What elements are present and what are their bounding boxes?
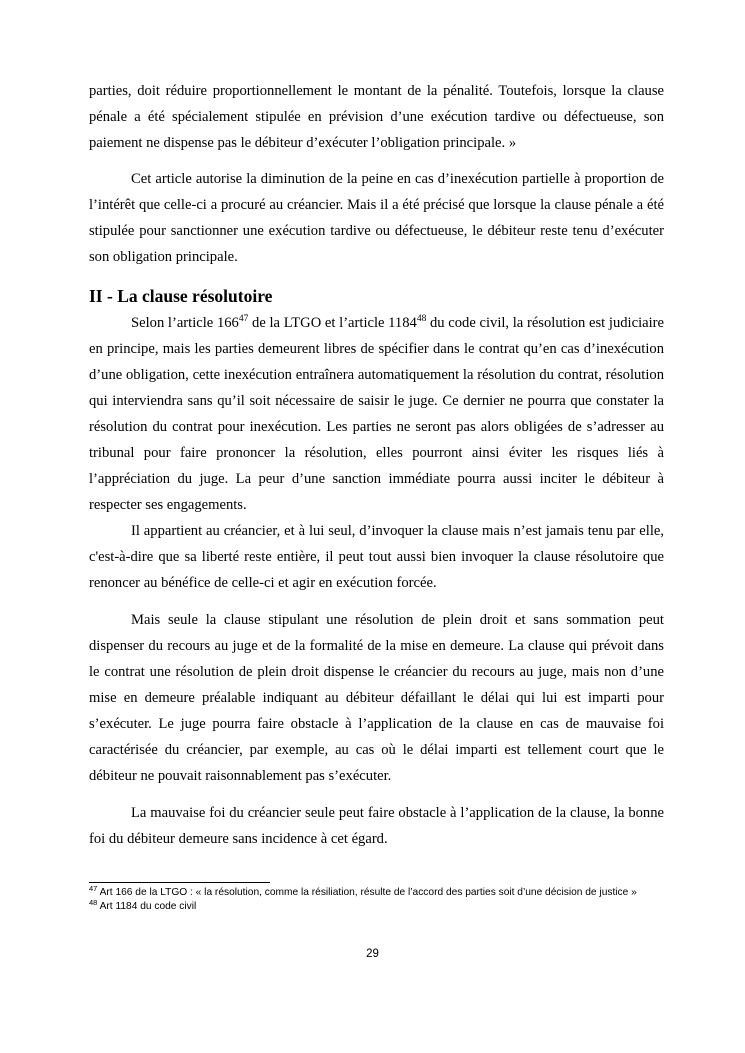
section-heading: II - La clause résolutoire	[89, 286, 273, 306]
paragraph-plein-droit: Mais seule la clause stipulant une résolution de plein droit et sans sommation peut dispenser du recours au juge et de la formalité de la mise en demeure. La clause qui prévoit dans le contrat une résolution de plein droit dispense le créancier du recours au juge, mais non d’une mise en demeure préalable indiquant au débiteur défaillant le délai qui lui est imparti pour s’exécuter. Le juge pourra faire obstacle à l’application de la clause en cas de mauvaise foi caractérisée du créancier, par exemple, au cas où le délai imparti est tellement court que le débiteur ne pouvait raisonnablement pas s’exécuter.	[89, 612, 664, 784]
page-body	[89, 78, 664, 852]
footnotes	[89, 882, 664, 914]
paragraph-text-segment: Selon l’article 166	[131, 315, 239, 331]
paragraph-resolution-principle	[89, 310, 664, 518]
footnote-number: 48	[89, 898, 98, 907]
footnote-separator	[89, 882, 270, 883]
paragraph-article-commentary: Cet article autorise la diminution de la peine en cas d’inexécution partielle à proportion de l’intérêt que celle-ci a procuré au créancier. Mais il a été précisé que lorsque la clause pénale a été stipulée pour sanctionner une exécution tardive ou défectueuse, le débiteur reste tenu d’exécuter son obligation principale.	[89, 171, 664, 265]
paragraph-text-segment: du code civil, la résolution est judiciaire en principe, mais les parties demeurent libres de spécifier dans le contrat qu’en cas d’inexécution d’une obligation, cette inexécution entraînera automatiquement la résolution du contrat, résolution qui interviendra sans qu’il soit nécessaire de saisir le juge. Ce dernier ne pourra que constater la résolution du contrat pour inexécution. Les parties ne seront pas alors obligées de s’adresser au tribunal pour faire prononcer la résolution, elles pourront ainsi éviter les risques liés à l’appréciation du juge. La peur d’une sanction immédiate pourra aussi inciter le débiteur à respecter ses engagements.	[89, 315, 664, 513]
paragraph-text-segment: de la LTGO et l’article 1184	[248, 315, 417, 331]
paragraph-creditor-rights: Il appartient au créancier, et à lui seul, d’invoquer la clause mais n’est jamais tenu par elle, c'est-à-dire que sa liberté reste entière, il peut tout aussi bien invoquer la clause résolutoire que renoncer au bénéfice de celle-ci et agir en exécution forcée.	[89, 523, 664, 591]
paragraph-continuation: parties, doit réduire proportionnellement le montant de la pénalité. Toutefois, lorsque la clause pénale a été spécialement stipulée en prévision d’une exécution tardive ou défectueuse, son paiement ne dispense pas le débiteur d’exécuter l’obligation principale. »	[89, 83, 664, 151]
footnote-48	[89, 900, 664, 914]
footnote-ref-47[interactable]: 47	[238, 314, 249, 324]
footnote-47	[89, 886, 664, 900]
footnote-number: 47	[89, 884, 98, 893]
footnote-ref-48[interactable]: 48	[416, 314, 427, 324]
paragraph-bad-faith: La mauvaise foi du créancier seule peut faire obstacle à l’application de la clause, la bonne foi du débiteur demeure sans incidence à cet égard.	[89, 805, 664, 847]
footnote-text: Art 166 de la LTGO : « la résolution, comme la résiliation, résulte de l’accord des parties soit d’une décision de justice »	[97, 887, 637, 898]
page-number: 29	[366, 948, 379, 960]
footnote-text: Art 1184 du code civil	[97, 901, 197, 912]
